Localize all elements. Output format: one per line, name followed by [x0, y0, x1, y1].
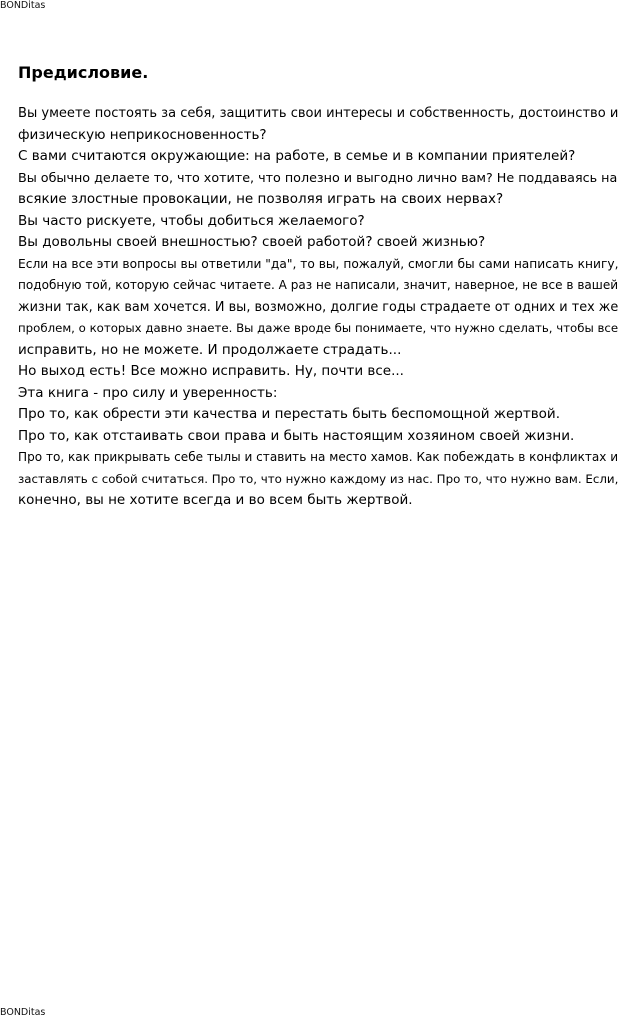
text-line: Вы обычно делаете то, что хотите, что полезно и выгодно лично вам? Не поддаваясь на: [18, 170, 618, 186]
text-line: всякие злостные провокации, не позволяя играть на своих нервах?: [18, 191, 504, 207]
text-line: проблем, о которых давно знаете. Вы даже вроде бы понимаете, что нужно сделать, чтобы все: [18, 321, 619, 335]
text-line: Но выход есть! Все можно исправить. Ну, почти все...: [18, 363, 404, 379]
text-block: [18, 103, 620, 512]
text-line: подобную той, которую сейчас читаете. А раз не написали, значит, наверное, не все в вашей: [18, 278, 619, 292]
text-line: исправить, но не можете. И продолжаете страдать...: [18, 341, 402, 358]
text-line: Про то, как отстаивать свои права и быть настоящим хозяином своей жизни.: [18, 427, 575, 444]
text-line: Эта книга - про силу и уверенность:: [18, 384, 278, 401]
section-title: Предисловие.: [18, 63, 149, 82]
text-line: С вами считаются окружающие: на работе, в семье и в компании приятелей?: [18, 148, 576, 164]
document-body: [18, 62, 620, 512]
text-line: Вы довольны своей внешностью? своей работой? своей жизнью?: [18, 234, 486, 250]
text-line: Если на все эти вопросы вы ответили "да", то вы, пожалуй, смогли бы сами написать книгу,: [18, 256, 619, 271]
text-line: Вы умеете постоять за себя, защитить свои интересы и собственность, достоинство и: [18, 106, 619, 121]
watermark-top: BONDitas: [0, 0, 46, 11]
text-line: жизни так, как вам хочется. И вы, возможно, долгие годы страдаете от одних и тех же: [18, 299, 619, 315]
text-line: конечно, вы не хотите всегда и во всем быть жертвой.: [18, 492, 413, 508]
text-line: Про то, как обрести эти качества и перестать быть беспомощной жертвой.: [18, 406, 560, 422]
text-line: Про то, как прикрывать себе тылы и ставить на место хамов. Как побеждать в конфликтах и: [18, 450, 619, 464]
text-line: Вы часто рискуете, чтобы добиться желаемого?: [18, 212, 365, 229]
text-line: заставлять с собой считаться. Про то, что нужно каждому из нас. Про то, что нужно вам. Если,: [18, 471, 619, 486]
text-line: физическую неприкосновенность?: [18, 126, 267, 143]
watermark-bottom: BONDitas: [0, 1007, 46, 1018]
